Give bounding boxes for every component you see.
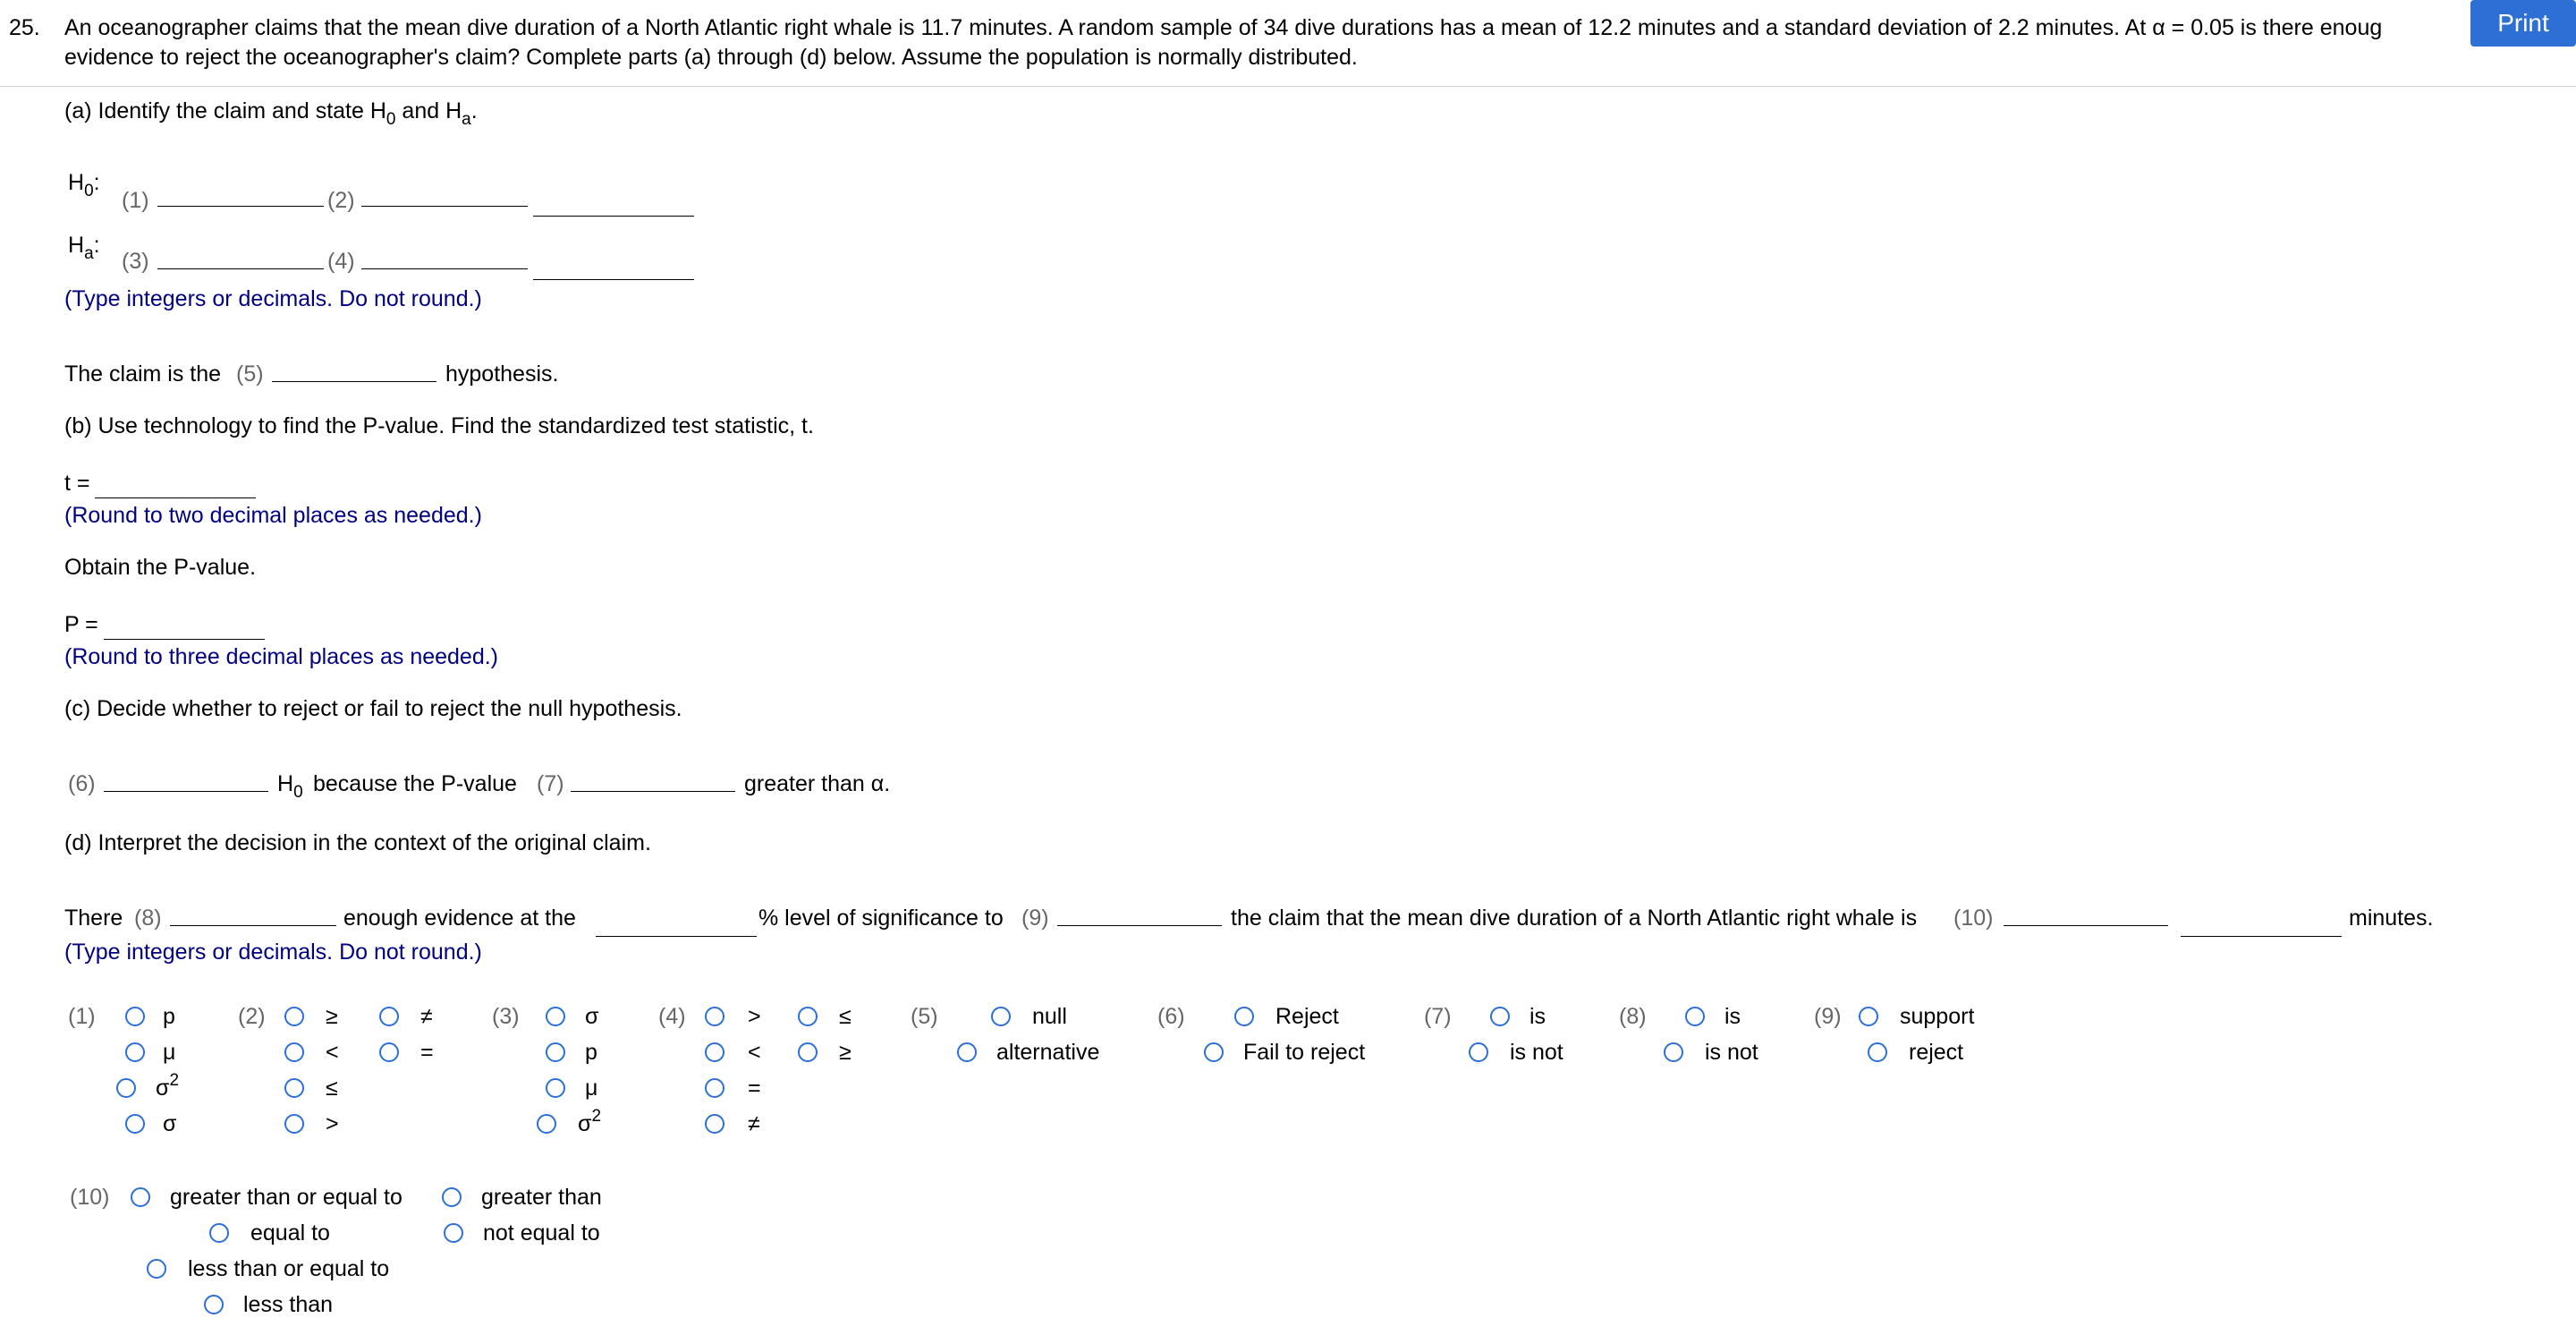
part-d-heading: (d) Interpret the decision in the context of the original claim.: [64, 830, 651, 855]
option-2-leq: ≤: [326, 1076, 338, 1101]
option-6-fail-to-reject: Fail to reject: [1243, 1040, 1366, 1065]
support-reject-dropdown-9[interactable]: [1057, 925, 1222, 926]
radio-3-mu[interactable]: [546, 1078, 565, 1098]
option-10-gt: greater than: [481, 1185, 602, 1210]
p-value-text: because the P-value: [313, 771, 517, 796]
p-label: P =: [64, 612, 98, 637]
part-d-hint: (Type integers or decimals. Do not round.): [64, 940, 482, 965]
choice-group-3-label: (3): [492, 1004, 520, 1029]
option-2-eq: =: [420, 1040, 434, 1065]
radio-2-leq[interactable]: [284, 1078, 304, 1098]
radio-6-reject[interactable]: [1234, 1007, 1254, 1026]
evidence-dropdown-8[interactable]: [170, 925, 336, 926]
there-text: There: [64, 906, 123, 931]
option-2-neq: ≠: [420, 1004, 433, 1029]
option-4-gt: >: [748, 1004, 761, 1029]
marker-9: (9): [1021, 906, 1049, 931]
radio-1-mu[interactable]: [125, 1042, 145, 1062]
h0-symbol: $H_0$: [277, 771, 303, 802]
option-4-neq: ≠: [748, 1111, 760, 1136]
choice-group-2-label: (2): [238, 1004, 266, 1029]
radio-1-sigma[interactable]: [125, 1114, 145, 1134]
part-b-heading: (b) Use technology to find the P-value. Find the standardized test statistic, t.: [64, 413, 814, 438]
option-7-is: is: [1530, 1004, 1546, 1029]
comparison-dropdown-7[interactable]: [571, 791, 735, 792]
option-5-alternative: alternative: [996, 1040, 1100, 1065]
level-of-significance-text: % level of significance to: [758, 906, 1004, 931]
ha-value-input[interactable]: [533, 279, 694, 280]
choice-group-6-label: (6): [1157, 1004, 1185, 1029]
significance-level-input[interactable]: [596, 936, 757, 937]
option-6-reject: Reject: [1275, 1004, 1339, 1029]
option-2-geq: ≥: [326, 1004, 338, 1029]
option-4-eq: =: [748, 1076, 761, 1101]
option-9-support: support: [1900, 1004, 1975, 1029]
radio-2-geq[interactable]: [284, 1007, 304, 1026]
part-a-hint: (Type integers or decimals. Do not round.): [64, 286, 482, 311]
radio-5-null[interactable]: [991, 1007, 1011, 1026]
t-statistic-input[interactable]: [95, 497, 256, 498]
marker-4: (4): [327, 249, 355, 274]
radio-8-is-not[interactable]: [1664, 1042, 1683, 1062]
t-hint: (Round to two decimal places as needed.): [64, 503, 482, 528]
marker-3: (3): [122, 249, 149, 274]
choice-group-9-label: (9): [1814, 1004, 1842, 1029]
option-8-is: is: [1724, 1004, 1741, 1029]
radio-1-p[interactable]: [125, 1007, 145, 1026]
option-8-is-not: is not: [1705, 1040, 1758, 1065]
ha-parameter-dropdown-3[interactable]: [157, 268, 324, 269]
option-7-is-not: is not: [1510, 1040, 1563, 1065]
option-1-sigma-squared: $\sigma^2$: [156, 1071, 180, 1101]
radio-3-sigma-squared[interactable]: [537, 1114, 556, 1134]
radio-10-eq[interactable]: [209, 1223, 229, 1243]
ha-label: $H_a$:: [68, 233, 100, 263]
radio-7-is-not[interactable]: [1469, 1042, 1488, 1062]
header-divider: [0, 86, 2576, 87]
obtain-p-value-text: Obtain the P-value.: [64, 555, 257, 580]
option-10-neq: not equal to: [483, 1220, 600, 1246]
radio-3-sigma[interactable]: [546, 1007, 565, 1026]
option-2-gt: >: [326, 1111, 339, 1136]
option-9-reject: reject: [1909, 1040, 1964, 1065]
claim-dropdown-5[interactable]: [272, 381, 436, 382]
option-10-geq: greater than or equal to: [170, 1185, 402, 1210]
p-hint: (Round to three decimal places as needed.): [64, 644, 499, 669]
claim-context-text: the claim that the mean dive duration of a North Atlantic right whale is: [1231, 906, 1918, 931]
choice-group-1-label: (1): [68, 1004, 96, 1029]
question-text-line2: evidence to reject the oceanographer's claim? Complete parts (a) through (d) below. Assume the population is normally distributed.: [64, 45, 1358, 70]
choice-group-7-label: (7): [1424, 1004, 1452, 1029]
radio-4-lt[interactable]: [705, 1042, 724, 1062]
choice-group-8-label: (8): [1619, 1004, 1647, 1029]
radio-4-eq[interactable]: [705, 1078, 724, 1098]
radio-7-is[interactable]: [1490, 1007, 1510, 1026]
radio-6-fail-to-reject[interactable]: [1204, 1042, 1224, 1062]
choice-group-4-label: (4): [658, 1004, 686, 1029]
radio-4-neq[interactable]: [705, 1114, 724, 1134]
option-3-sigma-squared: $\sigma^2$: [578, 1107, 602, 1136]
marker-8: (8): [134, 906, 162, 931]
option-4-lt: <: [748, 1040, 761, 1065]
radio-10-gt[interactable]: [442, 1187, 462, 1207]
radio-2-eq[interactable]: [379, 1042, 399, 1062]
marker-1: (1): [122, 188, 149, 213]
radio-10-lt[interactable]: [204, 1295, 224, 1314]
decision-dropdown-6[interactable]: [104, 791, 268, 792]
question-number: 25.: [9, 15, 40, 40]
radio-3-p[interactable]: [546, 1042, 565, 1062]
option-3-sigma: σ: [585, 1004, 599, 1029]
marker-10: (10): [1953, 906, 1994, 931]
minutes-text: minutes.: [2349, 906, 2434, 931]
option-1-sigma: σ: [163, 1111, 177, 1136]
radio-2-lt[interactable]: [284, 1042, 304, 1062]
radio-2-gt[interactable]: [284, 1114, 304, 1134]
radio-10-leq[interactable]: [147, 1259, 166, 1279]
claim-text-pre: The claim is the: [64, 361, 222, 387]
ha-inequality-dropdown-4[interactable]: [361, 268, 528, 269]
marker-7: (7): [537, 771, 564, 796]
radio-1-sigma-squared[interactable]: [116, 1078, 136, 1098]
option-1-p: p: [163, 1004, 175, 1029]
option-3-mu: μ: [585, 1076, 598, 1101]
radio-9-support[interactable]: [1859, 1007, 1878, 1026]
option-5-null: null: [1032, 1004, 1067, 1029]
option-4-leq: ≤: [839, 1004, 852, 1029]
h0-parameter-dropdown-1[interactable]: [157, 206, 324, 207]
option-1-mu: μ: [163, 1040, 176, 1065]
part-c-heading: (c) Decide whether to reject or fail to reject the null hypothesis.: [64, 696, 682, 721]
radio-10-neq[interactable]: [444, 1223, 463, 1243]
choice-group-10-label: (10): [70, 1185, 110, 1210]
claim-text-post: hypothesis.: [445, 361, 559, 387]
radio-9-reject[interactable]: [1868, 1042, 1887, 1062]
radio-4-gt[interactable]: [705, 1007, 724, 1026]
part-a-heading: (a) Identify the claim and state $H_0$ and $H_a$.: [64, 98, 478, 129]
marker-5: (5): [236, 361, 264, 387]
radio-4-geq[interactable]: [798, 1042, 818, 1062]
option-10-eq: equal to: [250, 1220, 330, 1246]
question-text-line1: An oceanographer claims that the mean dive duration of a North Atlantic right whale is 11.7 minutes. A random sample of 34 dive durations has a mean of 12.2 minutes and a standard deviation of 2.2 minutes. At α = 0.05 is there enoug: [64, 15, 2383, 40]
h0-label: $H_0$:: [68, 170, 100, 200]
radio-4-leq[interactable]: [798, 1007, 818, 1026]
option-10-leq: less than or equal to: [188, 1256, 390, 1281]
print-button[interactable]: Print: [2470, 0, 2576, 47]
comparison-dropdown-10[interactable]: [2004, 925, 2168, 926]
h0-value-input[interactable]: [533, 216, 694, 217]
marker-6: (6): [68, 771, 96, 796]
enough-evidence-text: enough evidence at the: [343, 906, 576, 931]
t-label: t =: [64, 471, 90, 496]
radio-5-alternative[interactable]: [957, 1042, 977, 1062]
option-10-lt: less than: [243, 1292, 334, 1317]
marker-2: (2): [327, 188, 355, 213]
radio-2-neq[interactable]: [379, 1007, 399, 1026]
p-value-input[interactable]: [104, 639, 265, 640]
radio-10-geq[interactable]: [131, 1187, 150, 1207]
option-4-geq: ≥: [839, 1040, 852, 1065]
option-2-lt: <: [326, 1040, 339, 1065]
option-3-p: p: [585, 1040, 597, 1065]
choice-group-5-label: (5): [911, 1004, 938, 1029]
radio-8-is[interactable]: [1685, 1007, 1705, 1026]
greater-than-alpha-text: greater than α.: [744, 771, 891, 796]
h0-inequality-dropdown-2[interactable]: [361, 206, 528, 207]
claim-value-input[interactable]: [2181, 936, 2342, 937]
